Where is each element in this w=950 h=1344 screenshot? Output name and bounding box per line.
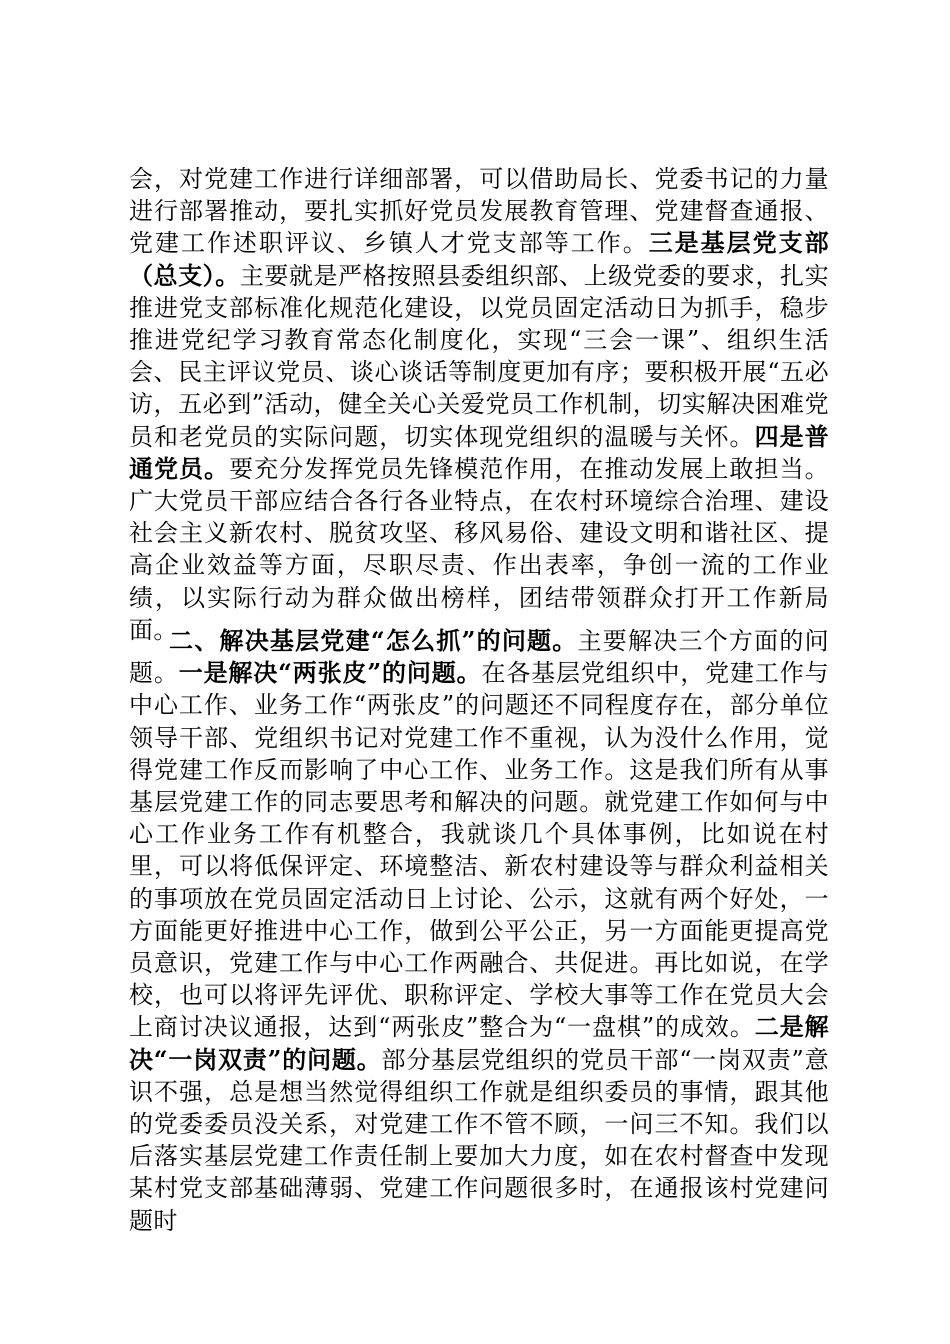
paragraph-1-text [129, 163, 829, 646]
text-run: 主要解决三个方面的问题。 [129, 627, 829, 688]
text-run: 会，对党建工作进行详细部署，可以借助局长、党委书记的力量进行部署推动，要扎实抓好党员发展教育管理、党建督查通报、党建工作述职评议、乡镇人才党支部等工作。 [129, 165, 829, 258]
paragraph-1 [129, 163, 829, 646]
bold-heading-run: 四是普通党员。 [129, 421, 830, 483]
text-run: 要充分发挥党员先锋模范作用，在推动发展上敢担当。广大党员干部应结合各行各业特点，在农村环境综合治理、建设社会主义新农村、脱贫攻坚、移风易俗、建设文明和谐社区、提高企业效益等方面，尽职尽责、作出表率，争创一流的工作业绩，以实际行动为群众做出榜样，团结带领群众打开工作新局面。 [129, 454, 829, 644]
bold-heading-run: 三是基层党支部（总支）。 [129, 228, 829, 290]
paragraph-2 [129, 625, 829, 1237]
bold-heading-run: 一是解决“两张皮”的问题。 [178, 658, 482, 688]
text-run: 主要就是严格按照县委组织部、上级党委的要求，扎实推进党支部标准化规范化建设，以党员固定活动日为抓手，稳步推进党纪学习教育常态化制度化，实现“三会一课”、组织生活会、民主评议党员、谈心谈话等制度更加有序；要积极开展“五必访，五必到”活动，健全关心关爱党员工作机制，切实解决困难党员和老党员的实际问题，切实体现党组织的温暖与关怀。 [129, 261, 830, 451]
text-run: 部分基层党组织的党员干部“一岗双责”意识不强，总是想当然觉得组织工作就是组织委员的事情，跟其他的党委委员没关系，对党建工作不管不顾，一问三不知。我们以后落实基层党建工作责任制上要加大力度，如在农村督查中发现某村党支部基础薄弱、党建工作问题很多时，在通报该村党建问题时 [129, 1045, 830, 1235]
section-heading-run: 二、解决基层党建“怎么抓”的问题。 [169, 626, 578, 655]
paragraph-2-text [129, 625, 829, 1237]
text-run: 在各基层党组织中，党建工作与中心工作、业务工作“两张皮”的问题还不同程度存在，部分单位领导干部、党组织书记对党建工作不重视，认为没什么作用，觉得党建工作反而影响了中心工作、业务工作。这是我们所有从事基层党建工作的同志要思考和解决的问题。就党建工作如何与中心工作业务工作有机整合，我就谈几个具体事例，比如说在村里，可以将低保评定、环境整洁、新农村建设等与群众利益相关的事项放在党员固定活动日上讨论、公示，这就有两个好处，一方面能更好推进中心工作，做到公平公正，另一方面能更提高党员意识，党建工作与中心工作两融合、共促进。再比如说，在学校，也可以将评先评优、职称评定、学校大事等工作在党员大会上商讨决议通报，达到“两张皮”整合为“一盘棋”的成效。 [129, 659, 829, 1042]
bold-heading-run: 二是解决“一岗双责”的问题。 [129, 1012, 829, 1074]
